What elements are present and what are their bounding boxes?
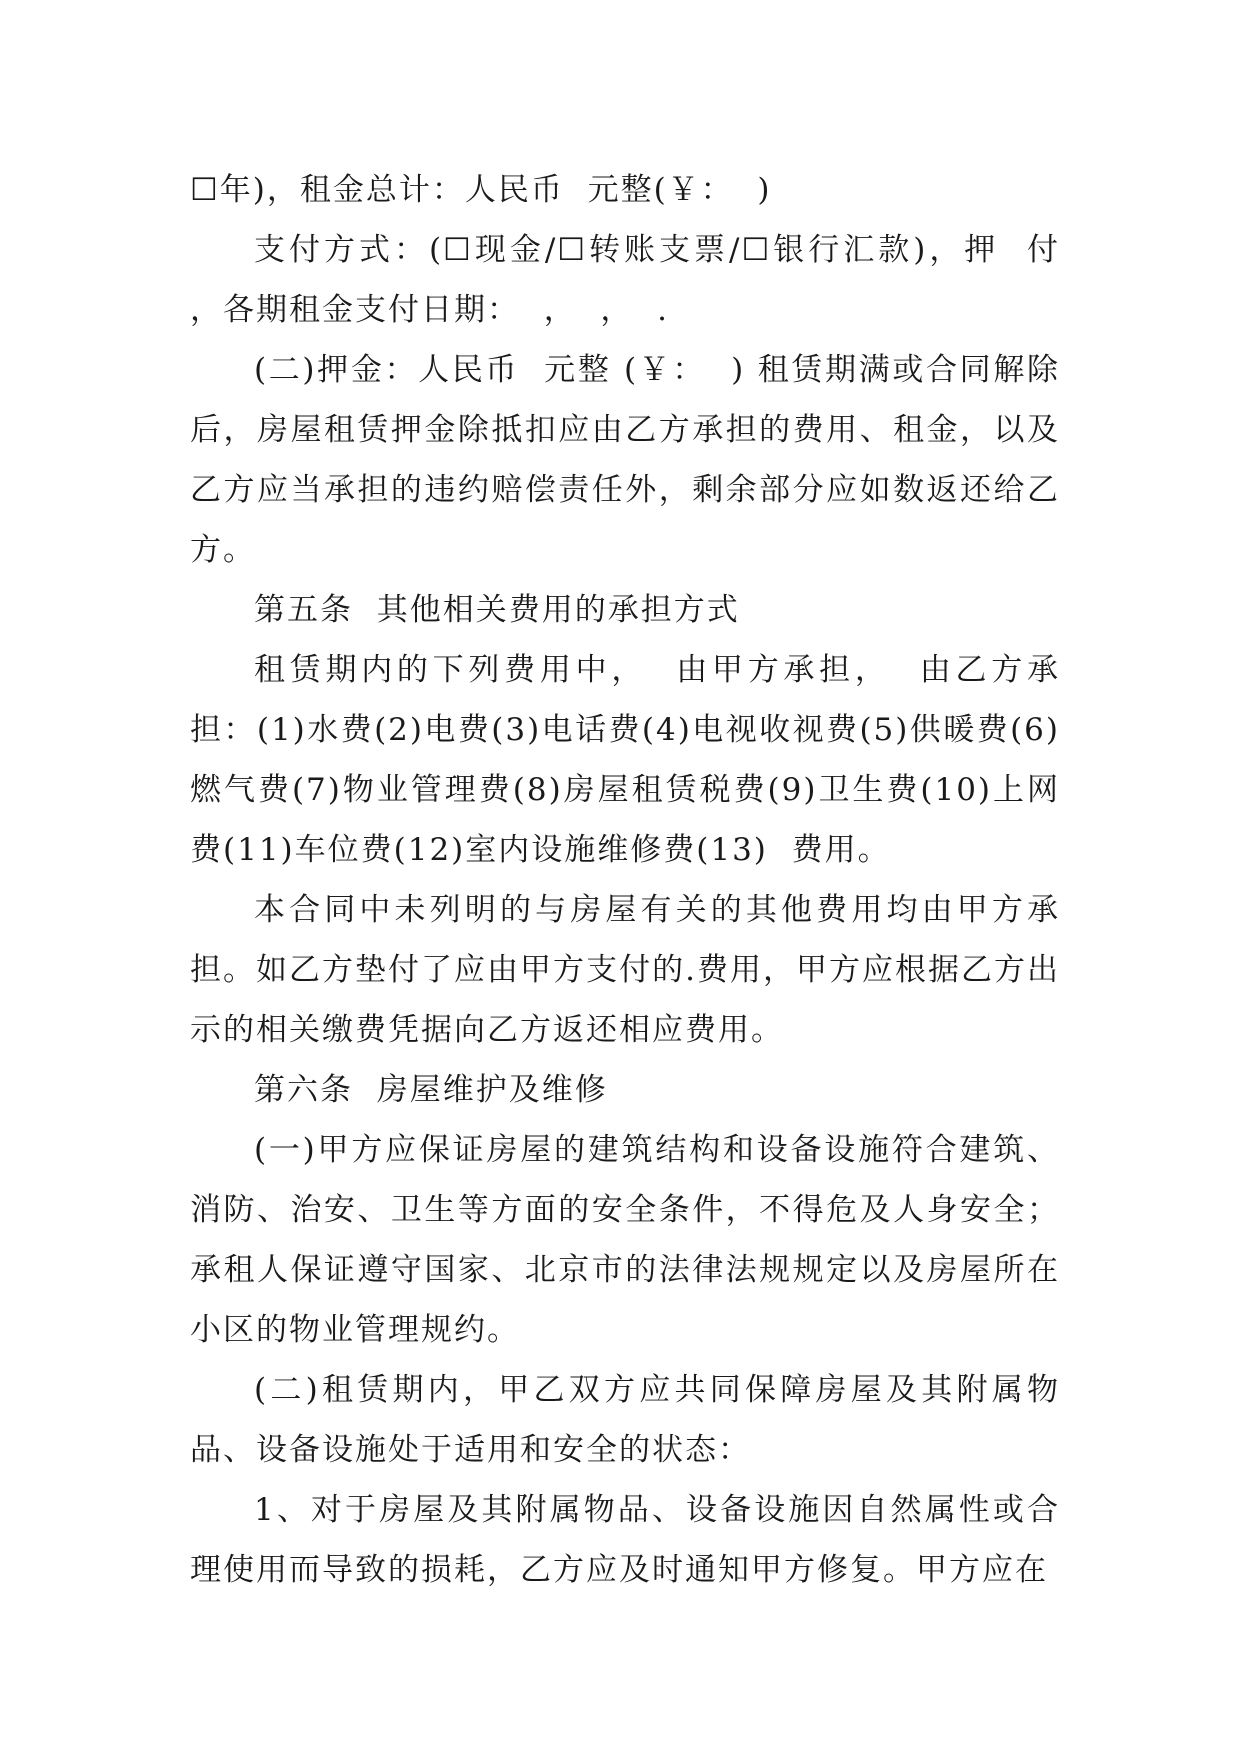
paragraph-payment-method: 支付方式：(☐现金/☐转账支票/☐银行汇款)，押 付 ，各期租金支付日期： ， ， . bbox=[190, 232, 1084, 328]
paragraph-fee-list: 租赁期内的下列费用中， 由甲方承担， 由乙方承担：(1)水费(2)电费(3)电话费(4)电视收视费(5)供暖费(6)燃气费(7)物业管理费(8)房屋租赁税费(9)卫生费(10)上网费(11)车位费(12)室内设施维修费(13) 费用。 bbox=[190, 652, 1060, 868]
paragraph-deposit: (二)押金：人民币 元整 (￥： ) 租赁期满或合同解除后，房屋租赁押金除抵扣应由乙方承担的费用、租金，以及乙方应当承担的违约赔偿责任外，剩余部分应如数返还给乙方。 bbox=[190, 352, 1060, 568]
heading-article-6: 第六条 房屋维护及维修 bbox=[254, 1072, 608, 1108]
paragraph-other-fees: 本合同中未列明的与房屋有关的其他费用均由甲方承担。如乙方垫付了应由甲方支付的.费用，甲方应根据乙方出示的相关缴费凭据向乙方返还相应费用。 bbox=[190, 892, 1060, 1048]
paragraph-rent-total: ☐年)，租金总计：人民币 元整(￥： ) bbox=[190, 172, 772, 208]
document-body bbox=[190, 160, 1084, 1600]
heading-article-5: 第五条 其他相关费用的承担方式 bbox=[254, 592, 740, 628]
paragraph-safety-conditions: (一)甲方应保证房屋的建筑结构和设备设施符合建筑、消防、治安、卫生等方面的安全条件，不得危及人身安全；承租人保证遵守国家、北京市的法律法规规定以及房屋所在小区的物业管理规约。 bbox=[190, 1132, 1060, 1348]
paragraph-joint-maintenance: (二)租赁期内，甲乙双方应共同保障房屋及其附属物品、设备设施处于适用和安全的状态： bbox=[190, 1372, 1060, 1468]
paragraph-wear-repair: 1、对于房屋及其附属物品、设备设施因自然属性或合理使用而导致的损耗，乙方应及时通知甲方修复。甲方应在 bbox=[190, 1492, 1060, 1588]
